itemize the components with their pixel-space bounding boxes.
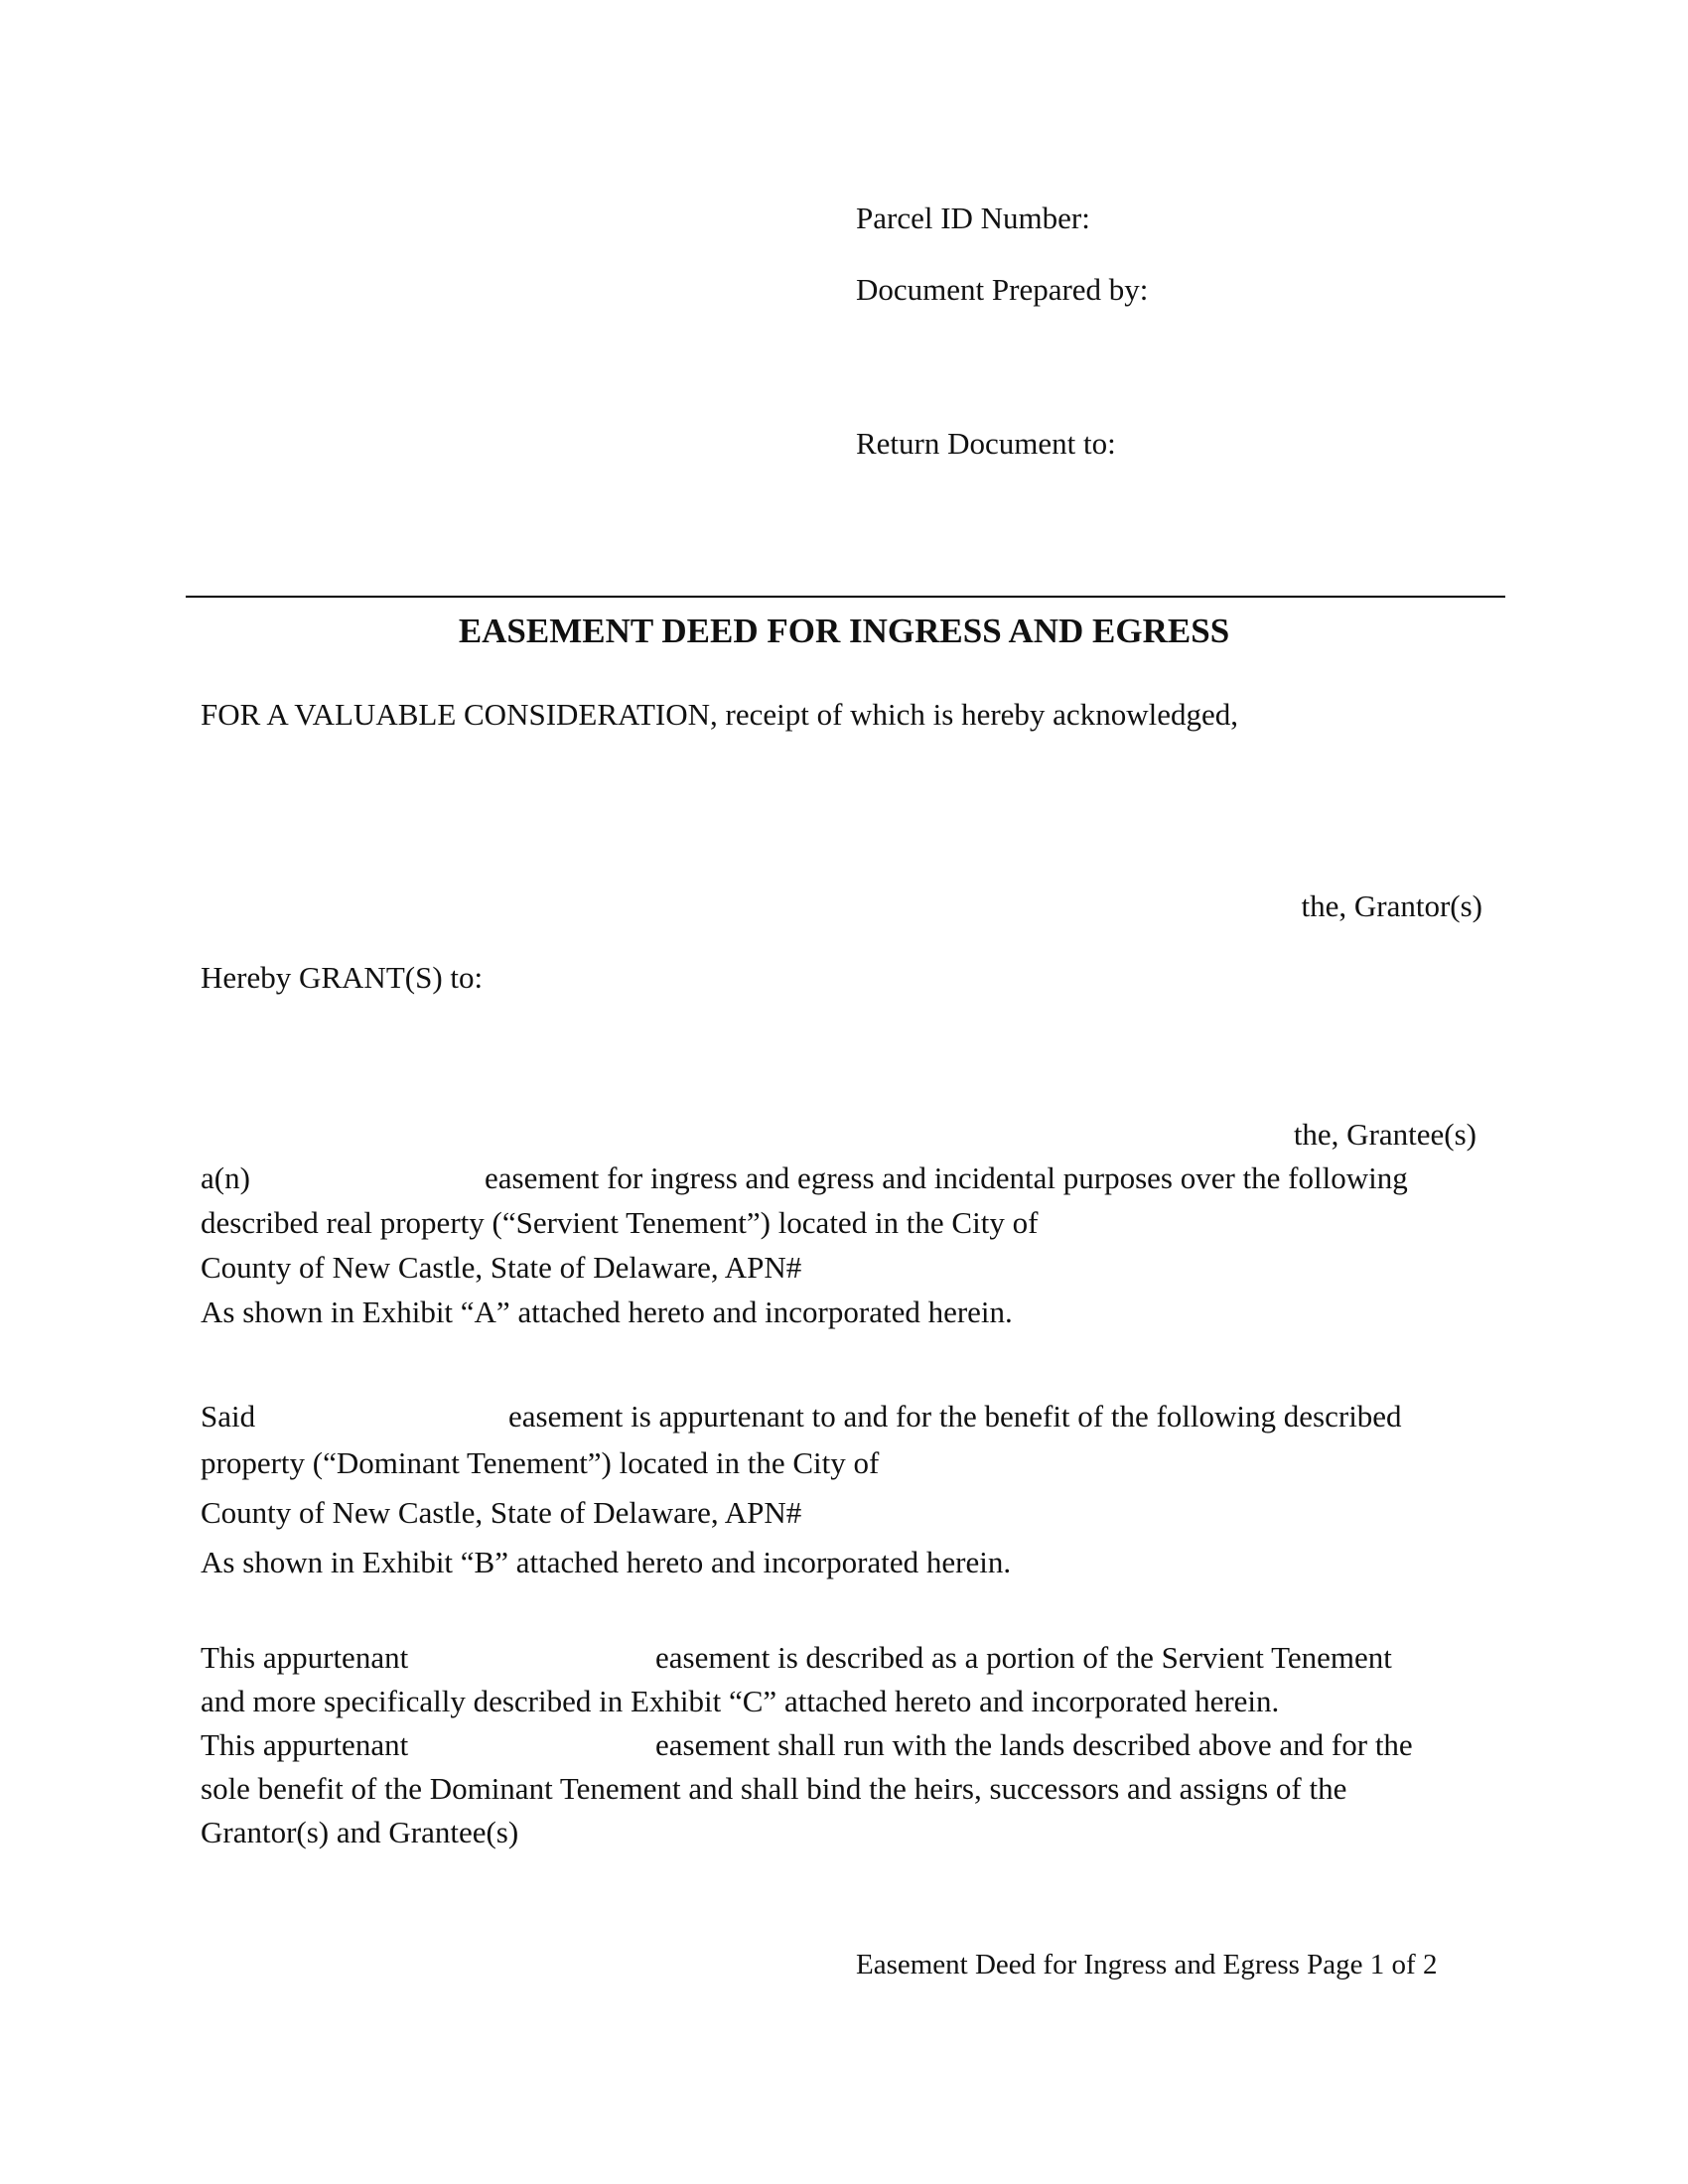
header-divider (186, 596, 1505, 598)
appurtenant-line-3: easement shall run with the lands described above and for the (655, 1727, 1413, 1762)
servient-line-2: described real property (“Servient Tenement”) located in the City of (201, 1205, 1039, 1240)
prepared-by-label: Document Prepared by: (856, 272, 1149, 307)
servient-line-3: County of New Castle, State of Delaware, APN# (201, 1250, 802, 1285)
servient-line-1: easement for ingress and egress and incidental purposes over the following (485, 1160, 1408, 1195)
document-title: EASEMENT DEED FOR INGRESS AND EGRESS (458, 612, 1230, 650)
return-to-label: Return Document to: (856, 426, 1116, 461)
appurtenant-prefix-1: This appurtenant (201, 1640, 409, 1675)
appurtenant-line-2: and more specifically described in Exhibit “C” attached hereto and incorporated herein. (201, 1684, 1280, 1718)
grantee-label: the, Grantee(s) (1293, 1117, 1477, 1152)
dominant-prefix: Said (201, 1399, 256, 1433)
appurtenant-line-1: easement is described as a portion of the Servient Tenement (655, 1640, 1392, 1675)
dominant-line-2: property (“Dominant Tenement”) located in the City of (201, 1445, 880, 1480)
appurtenant-line-5: Grantor(s) and Grantee(s) (201, 1815, 519, 1849)
dominant-line-3: County of New Castle, State of Delaware, APN# (201, 1495, 802, 1530)
servient-line-4: As shown in Exhibit “A” attached hereto and incorporated herein. (201, 1295, 1013, 1329)
dominant-line-1: easement is appurtenant to and for the benefit of the following described (508, 1399, 1402, 1433)
dominant-line-4: As shown in Exhibit “B” attached hereto and incorporated herein. (201, 1545, 1012, 1579)
page-footer: Easement Deed for Ingress and Egress Page 1 of 2 (856, 1949, 1438, 1980)
parcel-id-label: Parcel ID Number: (856, 201, 1090, 235)
appurtenant-line-4: sole benefit of the Dominant Tenement and shall bind the heirs, successors and assigns of the (201, 1771, 1347, 1806)
consideration-text: FOR A VALUABLE CONSIDERATION, receipt of which is hereby acknowledged, (201, 697, 1238, 732)
grant-to-label: Hereby GRANT(S) to: (201, 960, 484, 995)
grantor-label: the, Grantor(s) (1301, 888, 1482, 923)
appurtenant-prefix-2: This appurtenant (201, 1727, 409, 1762)
servient-prefix: a(n) (201, 1160, 250, 1195)
